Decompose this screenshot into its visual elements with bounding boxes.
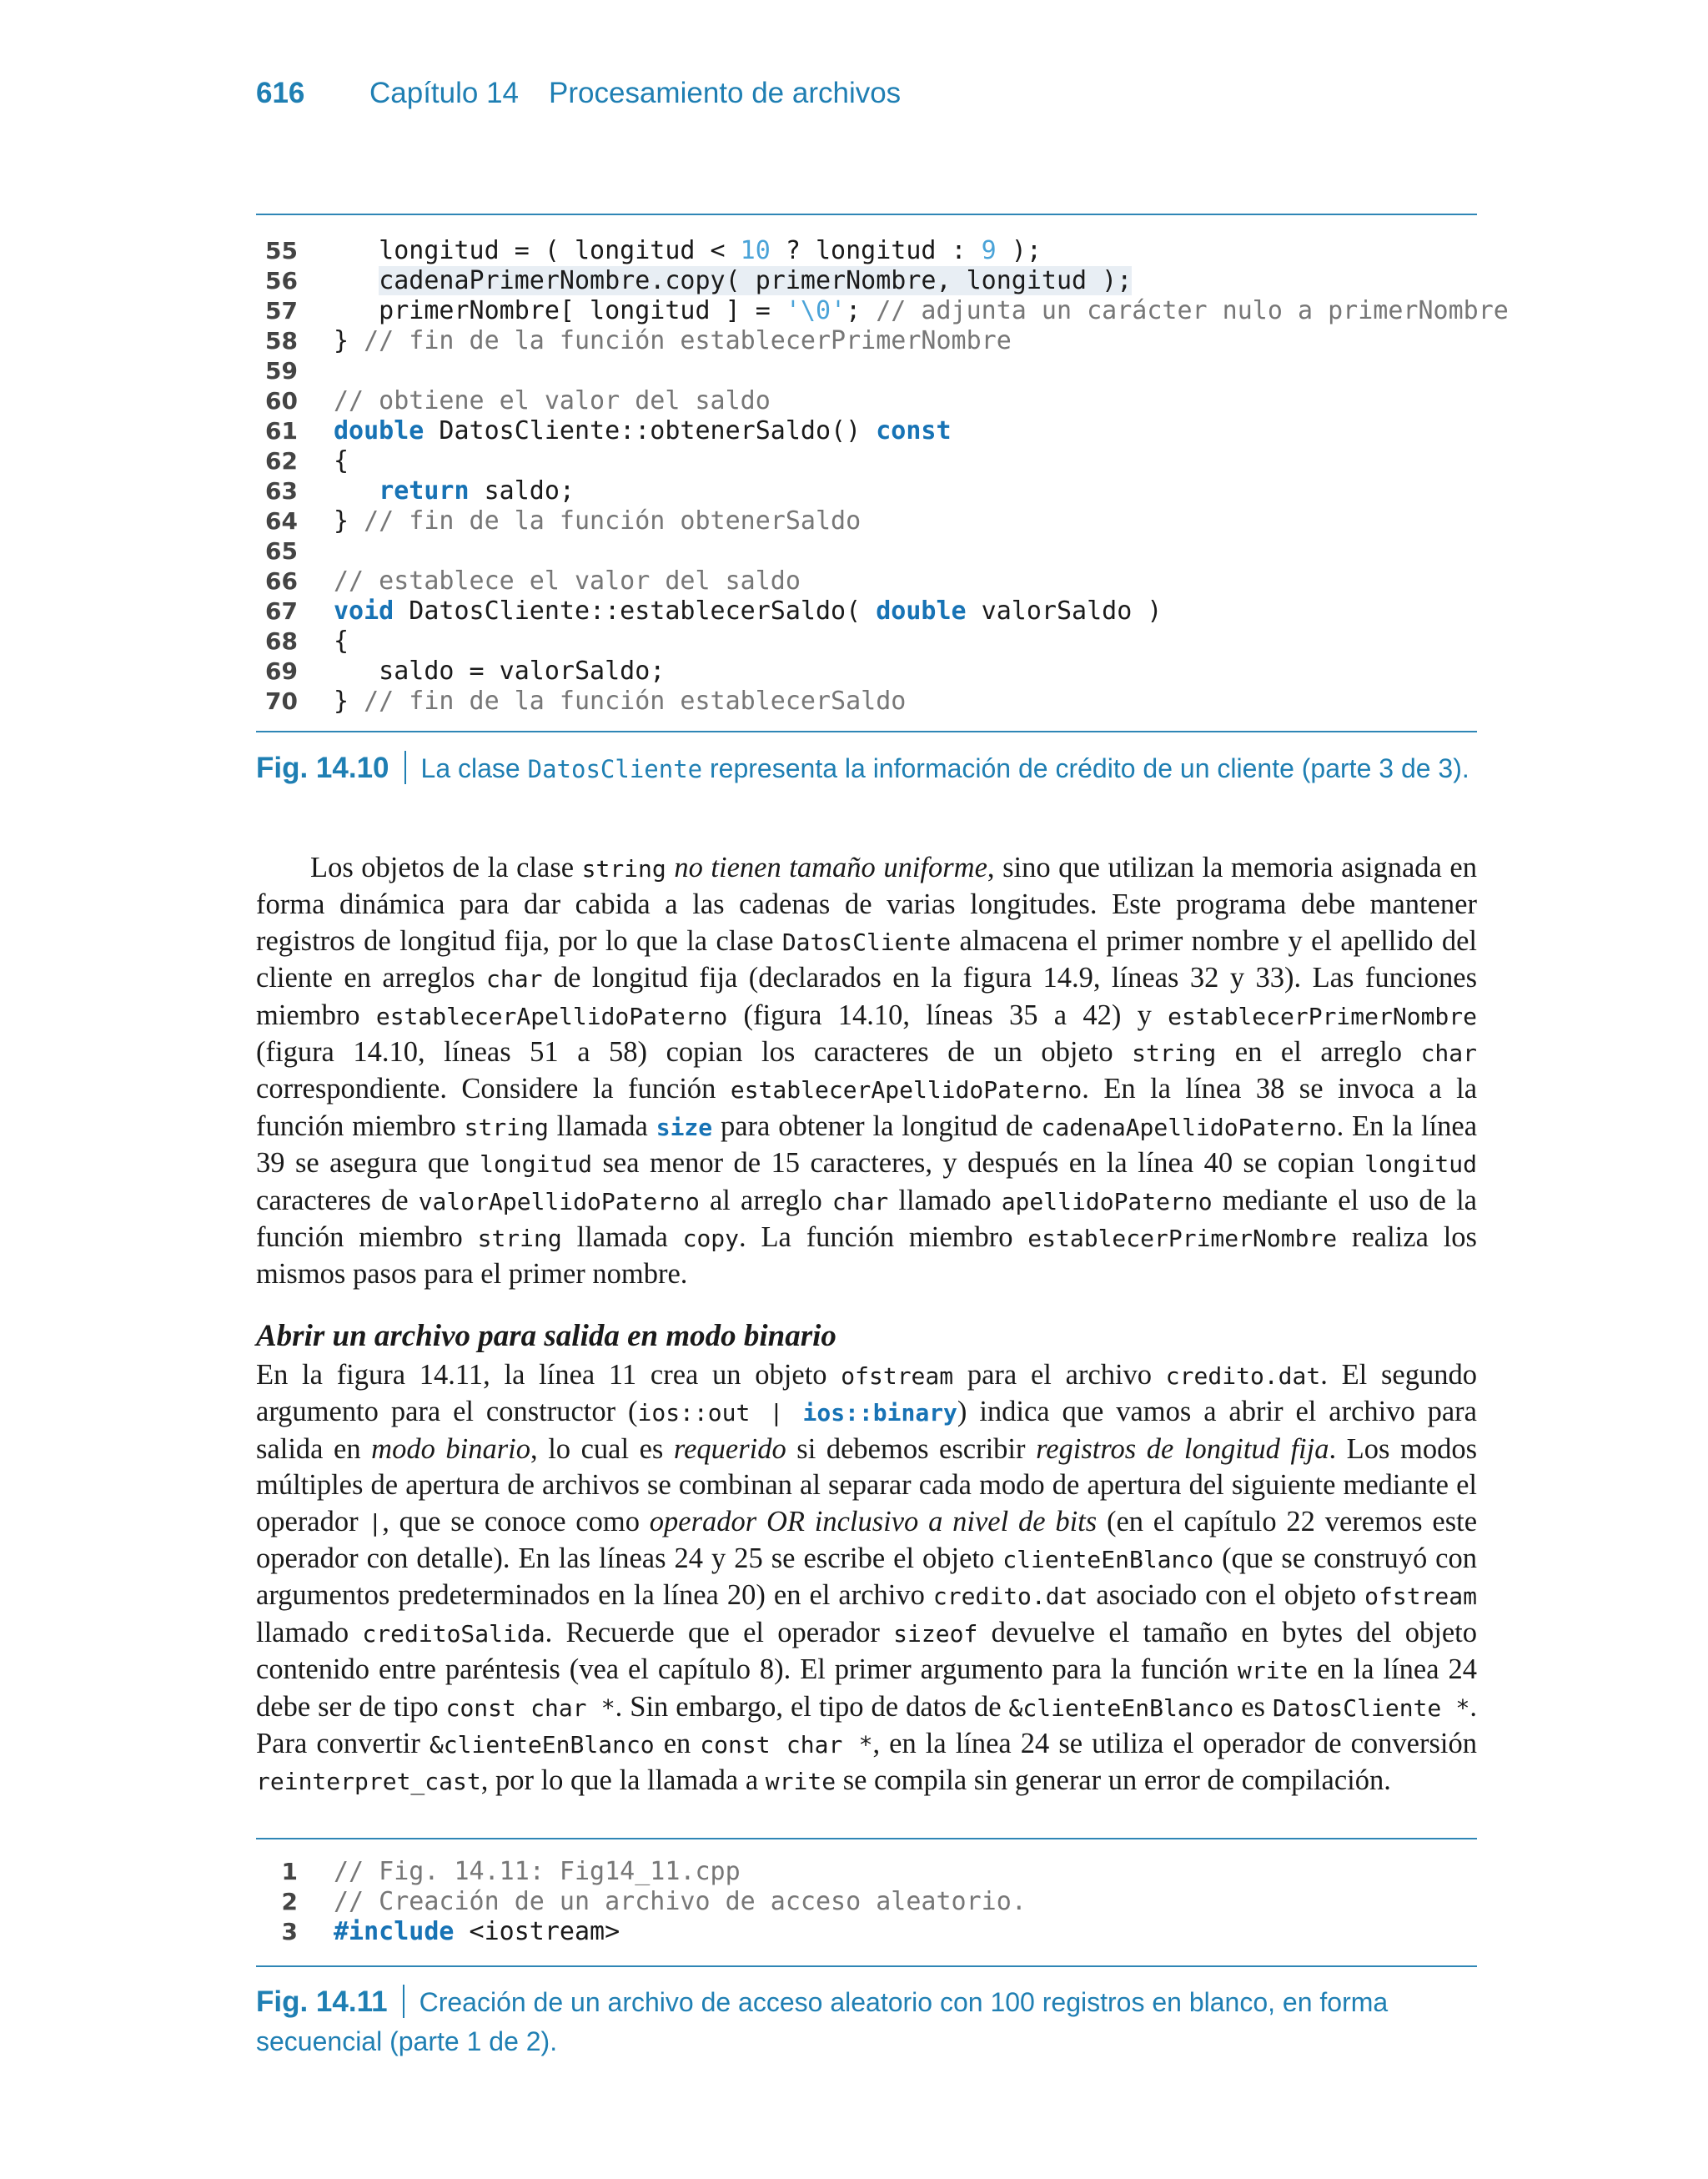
chapter-title: Procesamiento de archivos [549,77,902,109]
section-subheading: Abrir un archivo para salida en modo binario [256,1319,836,1353]
line-number: 61 [265,417,298,445]
code-text: primerNombre[ longitud ] = '\0'; // adjunta un carácter nulo a primerNombre [334,296,1509,325]
caption-divider [403,1985,404,2018]
code-line [256,657,1477,687]
line-number: 62 [265,447,298,475]
code-text: } // fin de la función establecerPrimerNombre [334,326,1012,355]
code-text: } // fin de la función establecerSaldo [334,687,907,716]
code-text: // obtiene el valor del saldo [334,386,771,415]
code-text: // establece el valor del saldo [334,566,801,596]
code-text: } // fin de la función obtenerSaldo [334,506,862,536]
code-top-rule [256,214,1477,215]
line-number: 57 [265,297,298,325]
paragraph-binary-mode: En la figura 14.11, la línea 11 crea un objeto ofstream para el archivo credito.dat. El segundo argumento para el constructor (ios::out | ios::binary) indica que vamos a abrir el archivo para salida en modo binario, lo cual es requerido si debemos escribir registros de longitud fija. Los modos múltiples de apertura de archivos se combinan al separar cada modo de apertura del siguiente mediante el operador |, que se conoce como operador OR inclusivo a nivel de bits (en el capítulo 22 veremos este operador con detalle). En las líneas 24 y 25 se escribe el objeto clienteEnBlanco (que se construyó con argumentos predeterminados en la línea 20) en el archivo credito.dat asociado con el objeto ofstream llamado creditoSalida. Recuerde que el operador sizeof devuelve el tamaño en bytes del objeto contenido entre paréntesis (vea el capítulo 8). El primer argumento para la función write en la línea 24 debe ser de tipo const char *. Sin embargo, el tipo de datos de &clienteEnBlanco es DatosCliente *. Para convertir &clienteEnBlanco en const char *, en la línea 24 se utiliza el operador de conversión reinterpret_cast, por lo que la llamada a write se compila sin generar un error de compilación. [256,1359,1478,1797]
code-text: double DatosCliente::obtenerSaldo() const [334,416,952,445]
code-line [256,687,1477,717]
code-line [256,356,1477,386]
code-line [256,1917,1477,1947]
figure-caption-14-10 [256,748,1477,789]
code-text: longitud = ( longitud < 10 ? longitud : 9 ); [334,236,1042,265]
line-number: 56 [265,267,298,294]
line-number: 70 [265,687,298,715]
code-line [256,1887,1477,1917]
running-header [256,77,901,110]
code-line [256,416,1477,446]
code-text: { [334,446,349,476]
figure-caption-14-11 [256,1982,1477,2061]
code-line [256,566,1477,596]
code-listing-fig-14-11 [256,1857,1477,1947]
line-number: 1 [281,1858,298,1885]
figure-label: Fig. 14.10 [256,752,389,784]
code2-top-rule [256,1838,1477,1839]
paragraph-string-objects: Los objetos de la clase string no tienen tamaño uniforme, sino que utilizan la memoria asignada en forma dinámica para dar cabida a las cadenas de varias longitudes. Este programa debe mantener registros de longitud fija, por lo que la clase DatosCliente almacena el primer nombre y el apellido del cliente en arreglos char de longitud fija (declarados en la figura 14.9, líneas 32 y 33). Las funciones miembro establecerApellidoPaterno (figura 14.10, líneas 35 a 42) y establecerPrimerNombre (figura 14.10, líneas 51 a 58) copian los caracteres de un objeto string en el arreglo char correspondiente. Considere la función establecerApellidoPaterno. En la línea 38 se invoca a la función miembro string llamada size para obtener la longitud de cadenaApellidoPaterno. En la línea 39 se asegura que longitud sea menor de 15 caracteres, y después en la línea 40 se copian longitud caracteres de valorApellidoPaterno al arreglo char llamado apellidoPaterno mediante el uso de la función miembro string llamada copy. La función miembro establecerPrimerNombre realiza los mismos pasos para el primer nombre. [256,852,1478,1291]
code2-bottom-rule [256,1965,1477,1967]
code-line [256,236,1477,266]
code-text: #include <iostream> [334,1917,620,1946]
line-number: 2 [281,1888,298,1915]
line-number: 69 [265,657,298,685]
chapter-label: Capítulo 14 [369,77,520,109]
code-line [256,386,1477,416]
figure-label: Fig. 14.11 [256,1985,388,2018]
code-text: saldo = valorSaldo; [334,657,666,686]
line-number: 3 [281,1918,298,1945]
code-line [256,506,1477,536]
caption-text: Creación de un archivo de acceso aleatorio con 100 registros en blanco, en forma secuencial (parte 1 de 2). [256,1987,1389,2056]
code-listing-fig-14-10 [256,236,1509,717]
page-number: 616 [256,77,305,109]
code-text: cadenaPrimerNombre.copy( primerNombre, longitud ); [379,266,1133,295]
caption-text-pre: La clase [420,753,528,783]
code-line [256,326,1477,356]
code-line [256,296,1509,326]
line-number: 63 [265,477,298,505]
code-line [256,627,1477,657]
code-text: return saldo; [379,476,575,506]
code-line [256,536,1477,566]
caption-text-post: representa la información de crédito de un cliente (parte 3 de 3). [702,753,1469,783]
line-number: 65 [265,537,298,565]
line-number: 64 [265,507,298,535]
line-number: 68 [265,627,298,655]
code-text: // Fig. 14.11: Fig14_11.cpp [334,1857,741,1886]
line-number: 67 [265,597,298,625]
code-line [256,446,1477,476]
code-text: { [334,627,349,656]
code-line [256,1857,1477,1887]
code-text: // Creación de un archivo de acceso aleatorio. [334,1887,1027,1916]
line-number: 55 [265,237,298,264]
code-text: void DatosCliente::establecerSaldo( double valorSaldo ) [334,596,1163,626]
code-line [256,266,1477,296]
line-number: 60 [265,387,298,415]
code-line [256,596,1477,627]
line-number: 58 [265,327,298,355]
code-line [256,476,1477,506]
line-number: 59 [265,357,298,385]
line-number: 66 [265,567,298,595]
caption-divider [404,751,406,784]
caption-code: DatosCliente [527,755,703,783]
code-bottom-rule [256,731,1477,732]
